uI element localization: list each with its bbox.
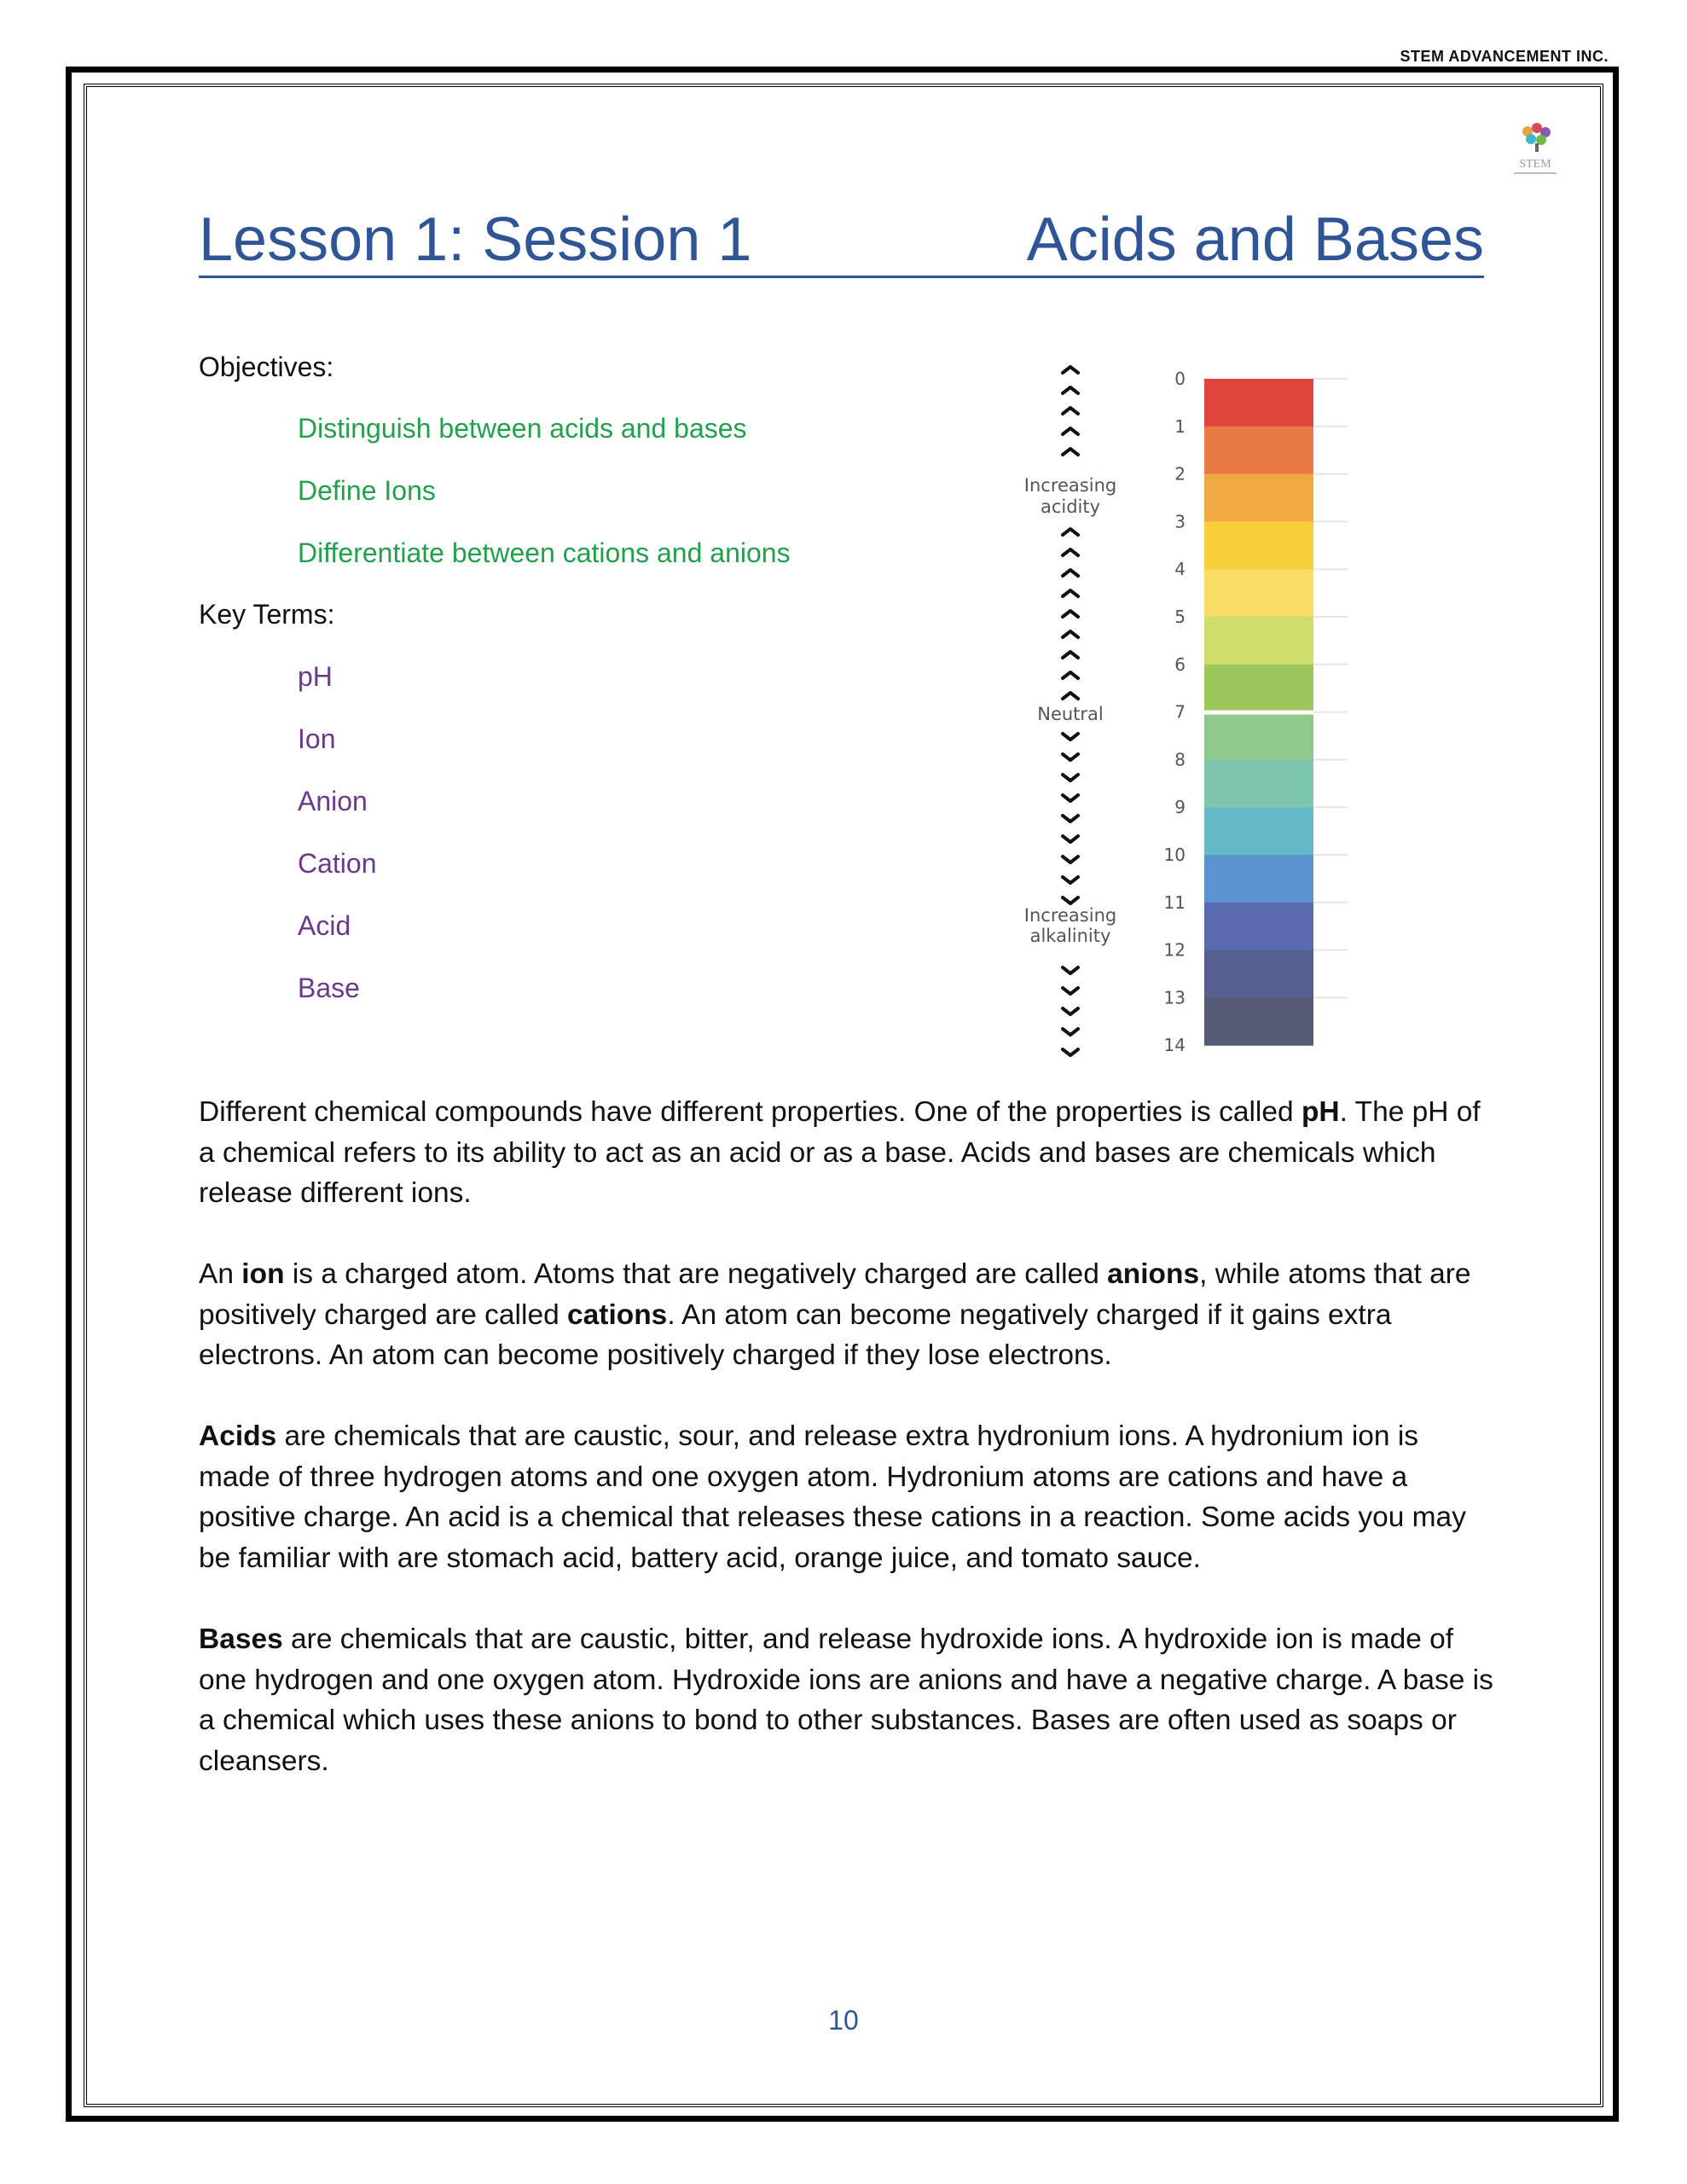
paragraph-acids: Acids are chemicals that are caustic, sour, and release extra hydronium ions. A hydronium ion is made of three hydrogen atoms and one oxygen atom. Hydronium atoms are cations and have a positive charge. An acid is a chemical that releases these cations in a reaction. Some acids you may be familiar with are stomach acid, battery acid, orange juice, and tomato sauce.	[199, 1420, 1466, 1574]
company-name: STEM ADVANCEMENT INC.	[1400, 48, 1609, 65]
objectives-label: Objectives:	[199, 351, 334, 382]
objective-item: Define Ions	[298, 475, 436, 506]
chevron-up-icon	[1063, 549, 1078, 555]
chevron-down-icon	[1063, 897, 1078, 903]
chevron-down-icon	[1063, 988, 1078, 994]
ph-band	[1204, 997, 1313, 1045]
chevron-up-icon	[1063, 428, 1078, 434]
paragraph-ph: Different chemical compounds have different properties. One of the properties is called pH. The pH of a chemical refers to its ability to act as an acid or as a base. Acids and bases are chemicals which release different ions.	[199, 1096, 1481, 1209]
key-terms-label: Key Terms:	[199, 599, 335, 630]
ph-tick-label: 14	[1163, 1035, 1186, 1056]
ph-band	[1204, 379, 1313, 427]
chevron-up-icon	[1063, 590, 1078, 596]
chevron-up-icon	[1063, 367, 1078, 373]
key-term: pH	[298, 661, 333, 692]
ph-band	[1204, 617, 1313, 665]
key-term: Cation	[298, 848, 377, 879]
ph-band	[1204, 665, 1313, 712]
ph-band	[1204, 759, 1313, 807]
chevron-down-icon	[1063, 734, 1078, 740]
ph-tick-label: 1	[1174, 415, 1186, 437]
chevron-down-icon	[1063, 967, 1078, 973]
chevron-down-icon	[1063, 816, 1078, 822]
topic-title: Acids and Bases	[1026, 206, 1484, 274]
chevron-down-icon	[1063, 1008, 1078, 1014]
ph-band	[1204, 807, 1313, 855]
chevron-down-icon	[1063, 877, 1078, 883]
ph-tick-label: 10	[1163, 845, 1186, 865]
ph-band	[1204, 427, 1313, 474]
chevron-up-icon	[1063, 570, 1078, 576]
ph-band	[1204, 950, 1313, 998]
chevron-up-icon	[1063, 387, 1078, 393]
lesson-title: Lesson 1: Session 1	[199, 206, 752, 274]
chevron-down-icon	[1063, 836, 1078, 842]
ph-tick-label: 6	[1174, 653, 1186, 675]
acidity-label-line1: Increasing	[1023, 475, 1117, 496]
ph-band	[1204, 569, 1313, 617]
chevron-down-icon	[1063, 1049, 1078, 1055]
ph-band	[1204, 855, 1313, 903]
chevron-down-icon	[1063, 795, 1078, 801]
ph-band	[1204, 521, 1313, 569]
page-title	[199, 205, 1484, 278]
alkalinity-label-line1: Increasing	[1023, 905, 1117, 926]
neutral-divider	[1204, 711, 1313, 715]
chevron-up-icon	[1063, 693, 1078, 699]
ph-band	[1204, 712, 1313, 760]
ph-tick-label: 0	[1174, 369, 1186, 389]
neutral-label: Neutral	[1037, 704, 1104, 724]
ph-tick-label: 7	[1174, 701, 1186, 723]
chevron-up-icon	[1063, 529, 1078, 535]
ph-tick-label: 4	[1174, 559, 1186, 580]
ph-tick-label: 12	[1163, 939, 1186, 961]
alkalinity-label-line2: alkalinity	[1029, 926, 1111, 946]
chevron-down-icon	[1063, 775, 1078, 781]
chevron-up-icon	[1063, 631, 1078, 637]
ph-tick-label: 8	[1174, 749, 1186, 770]
chevron-up-icon	[1063, 672, 1078, 678]
ph-tick-label: 5	[1174, 607, 1186, 627]
acidity-label-line2: acidity	[1040, 497, 1101, 517]
paragraph-ions: An ion is a charged atom. Atoms that are negatively charged are called anions, while atoms that are positively charged are called cations. An atom can become negatively charged if it gains extra electrons. An atom can become positively charged if they lose electrons.	[199, 1258, 1471, 1371]
key-term: Base	[298, 973, 360, 1003]
paragraph-bases: Bases are chemicals that are caustic, bitter, and release hydroxide ions. A hydroxide ion is made of one hydrogen and one oxygen atom. Hydroxide ions are anions and have a negative charge. A base is a chemical which uses these anions to bond to other substances. Bases are often used as soaps or cleansers.	[199, 1623, 1493, 1777]
ph-band	[1204, 903, 1313, 950]
chevron-down-icon	[1063, 857, 1078, 863]
ph-tick-label: 9	[1174, 797, 1186, 818]
ph-band	[1204, 474, 1313, 522]
ph-tick-labels	[1164, 369, 1186, 1055]
key-term: Anion	[298, 786, 368, 816]
key-term: Acid	[298, 910, 351, 941]
ph-scale-chart	[1006, 358, 1365, 1058]
svg-text:STEM: STEM	[1519, 158, 1551, 171]
stem-logo-icon	[1497, 118, 1574, 186]
ph-color-bands	[1204, 379, 1348, 1046]
ph-tick-label: 2	[1174, 463, 1186, 485]
chevron-up-icon	[1063, 449, 1078, 455]
chevron-up-icon	[1063, 652, 1078, 658]
chevron-up-icon	[1063, 408, 1078, 414]
ph-tick-label: 13	[1163, 987, 1186, 1008]
ph-tick-label: 3	[1174, 511, 1186, 532]
page-number: 10	[828, 2005, 859, 2036]
ph-tick-label: 11	[1163, 892, 1186, 913]
objective-item: Differentiate between cations and anions	[298, 537, 791, 568]
key-term: Ion	[298, 723, 336, 754]
chevron-up-icon	[1063, 611, 1078, 617]
objective-item: Distinguish between acids and bases	[298, 413, 747, 444]
chevron-down-icon	[1063, 754, 1078, 760]
chevron-down-icon	[1063, 1029, 1078, 1035]
